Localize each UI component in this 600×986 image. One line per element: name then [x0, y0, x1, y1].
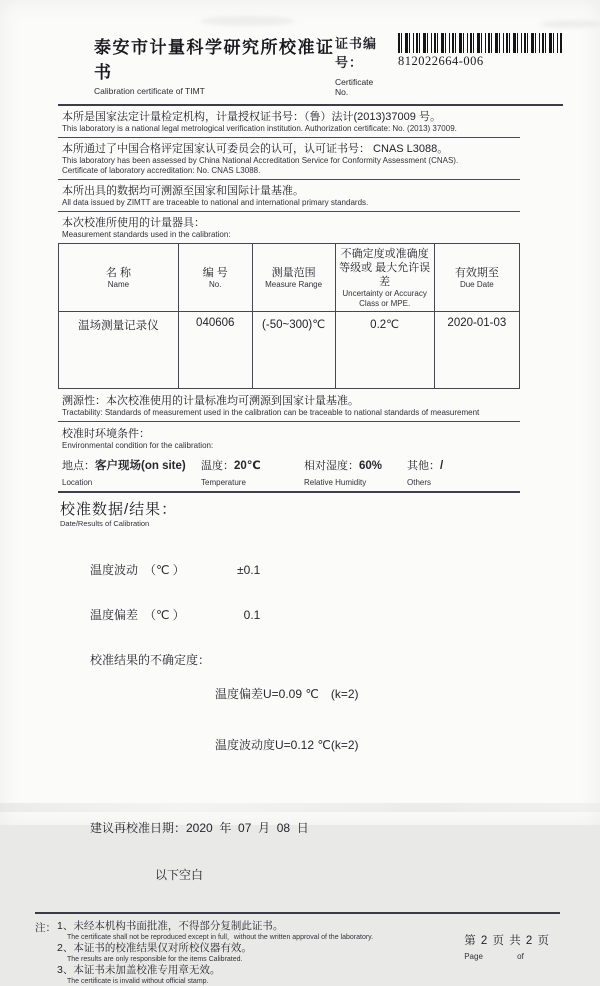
of-word: of: [517, 952, 524, 961]
statement-authorization: [58, 106, 520, 138]
note-item: [57, 942, 373, 964]
certificate-number-block: [335, 33, 563, 97]
environment-location: [62, 456, 201, 487]
col-header-cn: 不确定度或准确度等级或 最大允许误差: [338, 247, 432, 289]
scan-smudge: [200, 16, 295, 26]
note-en: The certificate is invalid without official stamp.: [57, 977, 373, 986]
cell-serial-no: 040606: [178, 312, 252, 389]
col-header-cn: 有效期至: [437, 266, 517, 280]
statement-cn: 本所出具的数据均可溯源至国家和国际计量基准。: [62, 184, 520, 198]
standards-section-title: [58, 212, 520, 240]
note-item: [57, 964, 373, 986]
certificate-number-labels: [335, 33, 388, 97]
statement-cn: 本所通过了中国合格评定国家认可委员会的认可，认可证书号： CNAS L3088。: [62, 142, 520, 156]
col-header-no: [178, 244, 252, 312]
col-header-uncertainty: [335, 244, 434, 312]
page-number-block: [464, 932, 550, 986]
result-value: ±0.1: [237, 562, 260, 579]
uncertainty-line-deviation: 温度偏差U=0.09 ℃ (k=2): [215, 686, 359, 703]
cell-uncertainty: 0.2℃: [335, 312, 434, 389]
col-header-range: [252, 244, 335, 312]
traceability-en: Tractability: Standards of measurement used in the calibration can be traceable to national standards of measurement: [62, 408, 520, 418]
location-value: 客户现场(on site): [95, 460, 186, 472]
result-value: 0.1: [237, 607, 260, 624]
col-header-due-date: [434, 244, 519, 312]
statement-en: All data issued by ZIMTT are traceable to national and international primary standards.: [62, 198, 520, 208]
temperature-label: 温度：: [201, 460, 234, 472]
others-value: /: [440, 460, 443, 472]
location-label-en: Location: [62, 478, 201, 487]
certificate-number-label-en: Certificate No.: [335, 77, 388, 97]
statement-traceable-data: [58, 180, 520, 212]
humidity-label-en: Relative Humidity: [304, 478, 407, 487]
traceability-section: [58, 389, 520, 422]
scan-smudge: [540, 20, 600, 28]
results-block: [58, 534, 520, 912]
result-row-deviation: [90, 607, 520, 624]
standards-title-en: Measurement standards used in the calibration:: [62, 230, 520, 240]
scan-artifact-band: [0, 803, 600, 812]
uncertainty-line-fluctuation: 温度波动度U=0.12 ℃(k=2): [215, 737, 359, 754]
barcode-image: [398, 33, 563, 53]
results-section-title-en: Date/Results of Calibration: [58, 519, 520, 528]
statement-en2: Certificate of laboratory accreditation: No. CNAS L3088.: [62, 166, 520, 176]
uncertainty-label: 校准结果的不确定度：: [90, 652, 215, 788]
note-en: The results are only responsible for the items Calibrated.: [57, 955, 373, 964]
col-header-cn: 名 称: [61, 266, 176, 280]
environment-others: [407, 456, 520, 487]
note-en: The certificate shall not be reproduced except in full，without the written approval of the laboratory.: [57, 933, 373, 942]
standards-table: [58, 243, 520, 389]
col-header-en: Measure Range: [255, 280, 333, 290]
col-header-en: No.: [181, 280, 250, 290]
notes-block: [35, 920, 373, 986]
others-label-en: Others: [407, 478, 520, 487]
environment-temperature: [201, 456, 304, 487]
location-label: 地点：: [62, 460, 95, 472]
title-block: [58, 33, 335, 96]
certificate-number-value: 812022664-006: [398, 54, 563, 69]
standards-title-cn: 本次校准所使用的计量器具：: [62, 216, 520, 230]
cell-due-date: 2020-01-03: [434, 312, 519, 389]
humidity-value: 60%: [359, 460, 382, 472]
notes-list: [57, 920, 373, 986]
humidity-label: 相对湿度：: [304, 460, 359, 472]
page-number-en: [464, 952, 550, 961]
statement-en: This laboratory has been assessed by China National Accreditation Service for Conformity Assessment (CNAS).: [62, 156, 520, 166]
page-number: 第 2 页 共 2 页: [464, 932, 550, 948]
result-row-uncertainty: [90, 652, 520, 788]
environment-values-row: [58, 453, 520, 493]
result-label: 温度波动 （℃ ）: [90, 562, 237, 579]
others-label: 其他：: [407, 460, 440, 472]
col-header-en: Due Date: [437, 280, 517, 290]
statement-cn: 本所是国家法定计量检定机构，计量授权证书号：（鲁）法计(2013)37009 号。: [62, 110, 520, 124]
note-cn: 2、本证书的校准结果仅对所校仪器有效。: [57, 942, 373, 955]
certificate-body: [58, 106, 520, 912]
environment-title-en: Environmental condition for the calibration:: [62, 441, 520, 451]
page-title-en: Calibration certificate of TIMT: [94, 86, 335, 96]
certificate-number-label: 证书编号：: [335, 33, 388, 71]
environment-humidity: [304, 456, 407, 487]
statement-en: This laboratory is a national legal metrological verification institution. Authorization certificate: No. (2013) 37009.: [62, 124, 520, 134]
col-header-cn: 编 号: [181, 266, 250, 280]
col-header-cn: 测量范围: [255, 266, 333, 280]
note-cn: [57, 964, 373, 977]
note-cn: 1、未经本机构书面批准，不得部分复制此证书。: [57, 920, 373, 933]
statement-accreditation: [58, 138, 520, 180]
temperature-value: 20℃: [234, 460, 261, 472]
traceability-cn: 溯源性：本次校准使用的计量标准均可溯源到国家计量基准。: [62, 394, 520, 408]
page-title: 泰安市计量科学研究所校准证书: [94, 33, 335, 83]
blank-below-note: 以下空白: [90, 866, 520, 884]
result-row-fluctuation: [90, 562, 520, 579]
uncertainty-values: [215, 652, 359, 788]
col-header-name: [59, 244, 179, 312]
temperature-label-en: Temperature: [201, 478, 304, 487]
results-section-title: 校准数据/结果：: [58, 498, 520, 519]
col-header-en: Name: [61, 280, 176, 290]
note-item: [57, 920, 373, 942]
cell-measure-range: (-50~300)℃: [252, 312, 335, 389]
result-label: 温度偏差 （℃ ）: [90, 607, 237, 624]
environment-title-cn: 校准时环境条件：: [62, 427, 520, 441]
environment-section-title: [58, 422, 520, 453]
barcode-block: [398, 33, 563, 97]
cell-instrument-name: 温场测量记录仪: [59, 312, 179, 389]
recalibration-date: 建议再校准日期：2020 年 07 月 08 日: [90, 818, 520, 838]
standards-table-header-row: [59, 244, 520, 312]
col-header-en: Uncertainty or Accuracy Class or MPE.: [338, 289, 432, 309]
page-word: Page: [464, 952, 483, 961]
table-row: [59, 312, 520, 389]
certificate-header: [58, 33, 563, 106]
footer-notes-section: [35, 912, 560, 986]
notes-label: 注：: [35, 920, 57, 986]
